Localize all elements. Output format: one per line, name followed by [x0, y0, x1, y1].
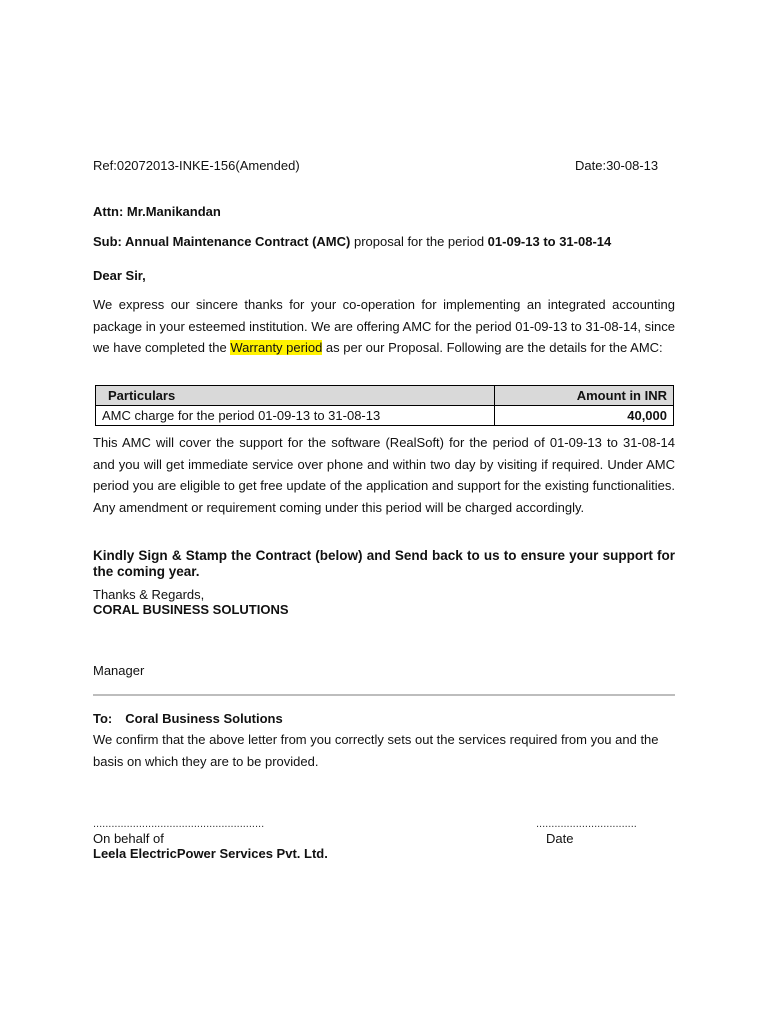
reference-number: Ref:02072013-INKE-156(Amended): [93, 158, 300, 173]
to-line: [93, 711, 283, 726]
confirmation-text: We confirm that the above letter from you correctly sets out the services required from you and the basis on which they are to be provided.: [93, 732, 659, 769]
intro-text-2: as per our Proposal. Following are the details for the AMC:: [322, 340, 663, 355]
row-amount: 40,000: [495, 406, 674, 426]
on-behalf-label: On behalf of: [93, 831, 164, 846]
row-particular: AMC charge for the period 01-09-13 to 31-08-13: [96, 406, 495, 426]
subject-prefix: Sub: Annual Maintenance Contract (AMC): [93, 234, 351, 249]
to-company: Coral Business Solutions: [125, 711, 283, 726]
salutation: Dear Sir,: [93, 268, 146, 283]
date-line: .................................: [536, 818, 637, 830]
header-particulars: Particulars: [96, 386, 495, 406]
subject-middle: proposal for the period: [350, 234, 488, 249]
intro-text-1: We express our sincere thanks for your co-operation for implementing an integrated accounting package in your esteemed institution. We are offering AMC for the period 01-09-13 to 31-08-14, since we have completed the: [93, 297, 675, 355]
warranty-highlight: Warranty period: [230, 340, 323, 355]
coverage-paragraph: This AMC will cover the support for the software (RealSoft) for the period of 01-09-13 to 31-08-14 and you will get immediate service over phone and within two day by visiting if required. Under AMC period you are eligible to get free update of the application and support for the existing functionalities. Any amendment or requirement coming under this period will be charged accordingly.: [93, 435, 675, 515]
signatory-role: Manager: [93, 663, 145, 678]
table-header-row: [96, 386, 674, 406]
amc-table: [95, 385, 674, 426]
header-amount: Amount in INR: [495, 386, 674, 406]
intro-paragraph: [93, 294, 675, 359]
thanks-line: Thanks & Regards,: [93, 587, 205, 602]
letter-date: Date:30-08-13: [575, 158, 659, 173]
table-row: [96, 406, 674, 426]
divider: [93, 694, 675, 696]
client-name: Leela ElectricPower Services Pvt. Ltd.: [93, 846, 328, 861]
company-name: CORAL BUSINESS SOLUTIONS: [93, 602, 289, 617]
subject-line: [93, 234, 611, 249]
subject-period: 01-09-13 to 31-08-14: [487, 234, 612, 249]
attention-line: Attn: Mr.Manikandan: [93, 204, 221, 219]
date-label: Date: [546, 831, 574, 846]
to-label: To:: [93, 711, 113, 726]
signature-line: ........................................................: [93, 818, 265, 830]
sign-request: Kindly Sign & Stamp the Contract (below) and Send back to us to ensure your support for the coming year.: [93, 548, 675, 579]
